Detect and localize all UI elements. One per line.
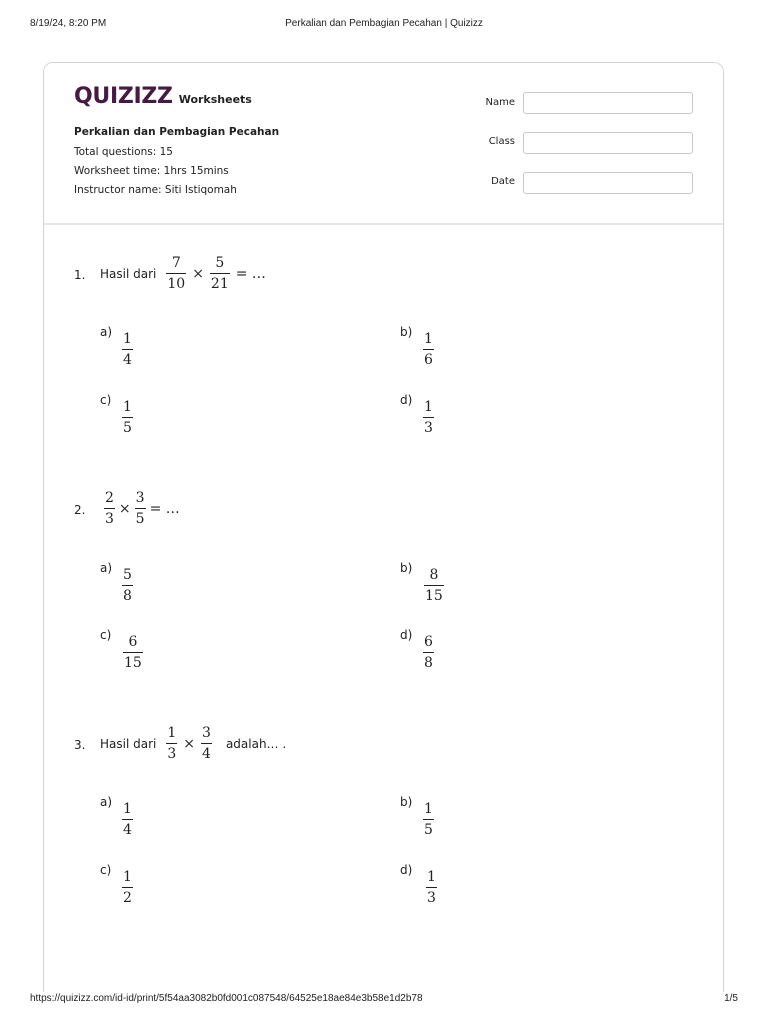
quizizz-logo xyxy=(74,85,252,109)
option-d[interactable]: $\frac{6}{8}$ xyxy=(424,634,433,671)
option-letter: a) xyxy=(100,325,113,339)
print-date: 8/19/24, 8:20 PM xyxy=(30,18,107,29)
multiply-sign: × xyxy=(183,735,196,752)
option-b[interactable]: $\frac{8}{15}$ xyxy=(425,567,443,604)
class-label: Class xyxy=(488,136,515,147)
fraction: $\frac{3}{4}$ xyxy=(202,725,211,762)
date-label: Date xyxy=(491,176,515,187)
print-footer xyxy=(0,993,768,1009)
option-b[interactable]: $\frac{1}{5}$ xyxy=(424,801,433,838)
logo-subtitle: Worksheets xyxy=(178,93,252,106)
name-field[interactable] xyxy=(523,92,693,114)
logo-wordmark: QUIZIZZ xyxy=(74,84,173,109)
question-prefix: Hasil dari xyxy=(100,266,157,281)
print-url: https://quizizz.com/id-id/print/5f54aa3082b0fd001c087548/64525e18ae84e3b58e1d2b78 xyxy=(30,993,423,1004)
option-c[interactable]: $\frac{6}{15}$ xyxy=(124,634,142,671)
print-header xyxy=(0,18,768,34)
option-letter: c) xyxy=(100,863,112,877)
date-field[interactable] xyxy=(523,172,693,194)
option-letter: d) xyxy=(400,628,413,642)
question-suffix: = … xyxy=(235,265,266,282)
worksheet-title: Perkalian dan Pembagian Pecahan xyxy=(74,126,280,138)
option-a[interactable]: $\frac{1}{4}$ xyxy=(123,331,132,368)
worksheet-header xyxy=(44,63,723,225)
worksheet-card xyxy=(43,62,724,992)
worksheet-time: Worksheet time: 1hrs 15mins xyxy=(74,165,229,177)
fraction: $\frac{5}{21}$ xyxy=(210,255,229,292)
question-suffix: = … xyxy=(149,500,180,517)
class-field[interactable] xyxy=(523,132,693,154)
question-text xyxy=(104,490,180,527)
fraction: $\frac{7}{10}$ xyxy=(167,255,186,292)
question-text xyxy=(100,725,286,762)
option-letter: c) xyxy=(100,393,112,407)
question-suffix: adalah… . xyxy=(225,736,287,751)
fraction: $\frac{1}{3}$ xyxy=(167,725,177,762)
question-number: 3. xyxy=(74,738,86,752)
option-letter: c) xyxy=(100,628,112,642)
print-title: Perkalian dan Pembagian Pecahan | Quizizz xyxy=(285,18,483,29)
page-number: 1/5 xyxy=(724,993,738,1004)
option-letter: a) xyxy=(100,795,113,809)
option-d[interactable]: $\frac{1}{3}$ xyxy=(427,869,436,906)
fraction: $\frac{2}{3}$ xyxy=(105,490,114,527)
option-b[interactable]: $\frac{1}{6}$ xyxy=(424,331,433,368)
option-d[interactable]: $\frac{1}{3}$ xyxy=(424,399,433,436)
option-letter: d) xyxy=(400,863,413,877)
total-questions: Total questions: 15 xyxy=(74,146,173,158)
option-letter: a) xyxy=(100,561,113,575)
option-c[interactable]: $\frac{1}{2}$ xyxy=(123,869,132,906)
question-prefix: Hasil dari xyxy=(100,736,157,751)
question-number: 2. xyxy=(74,503,86,517)
option-letter: b) xyxy=(400,561,413,575)
option-letter: b) xyxy=(400,795,413,809)
multiply-sign: × xyxy=(192,265,204,282)
option-letter: b) xyxy=(400,325,413,339)
question-number: 1. xyxy=(74,268,86,282)
fraction: $\frac{3}{5}$ xyxy=(135,490,145,527)
instructor-name: Instructor name: Siti Istiqomah xyxy=(74,184,237,196)
option-a[interactable]: $\frac{5}{8}$ xyxy=(123,567,132,604)
name-label: Name xyxy=(485,97,515,108)
option-c[interactable]: $\frac{1}{5}$ xyxy=(123,399,132,436)
multiply-sign: × xyxy=(118,500,131,517)
option-a[interactable]: $\frac{1}{4}$ xyxy=(123,801,132,838)
question-text xyxy=(100,255,266,292)
option-letter: d) xyxy=(400,393,413,407)
